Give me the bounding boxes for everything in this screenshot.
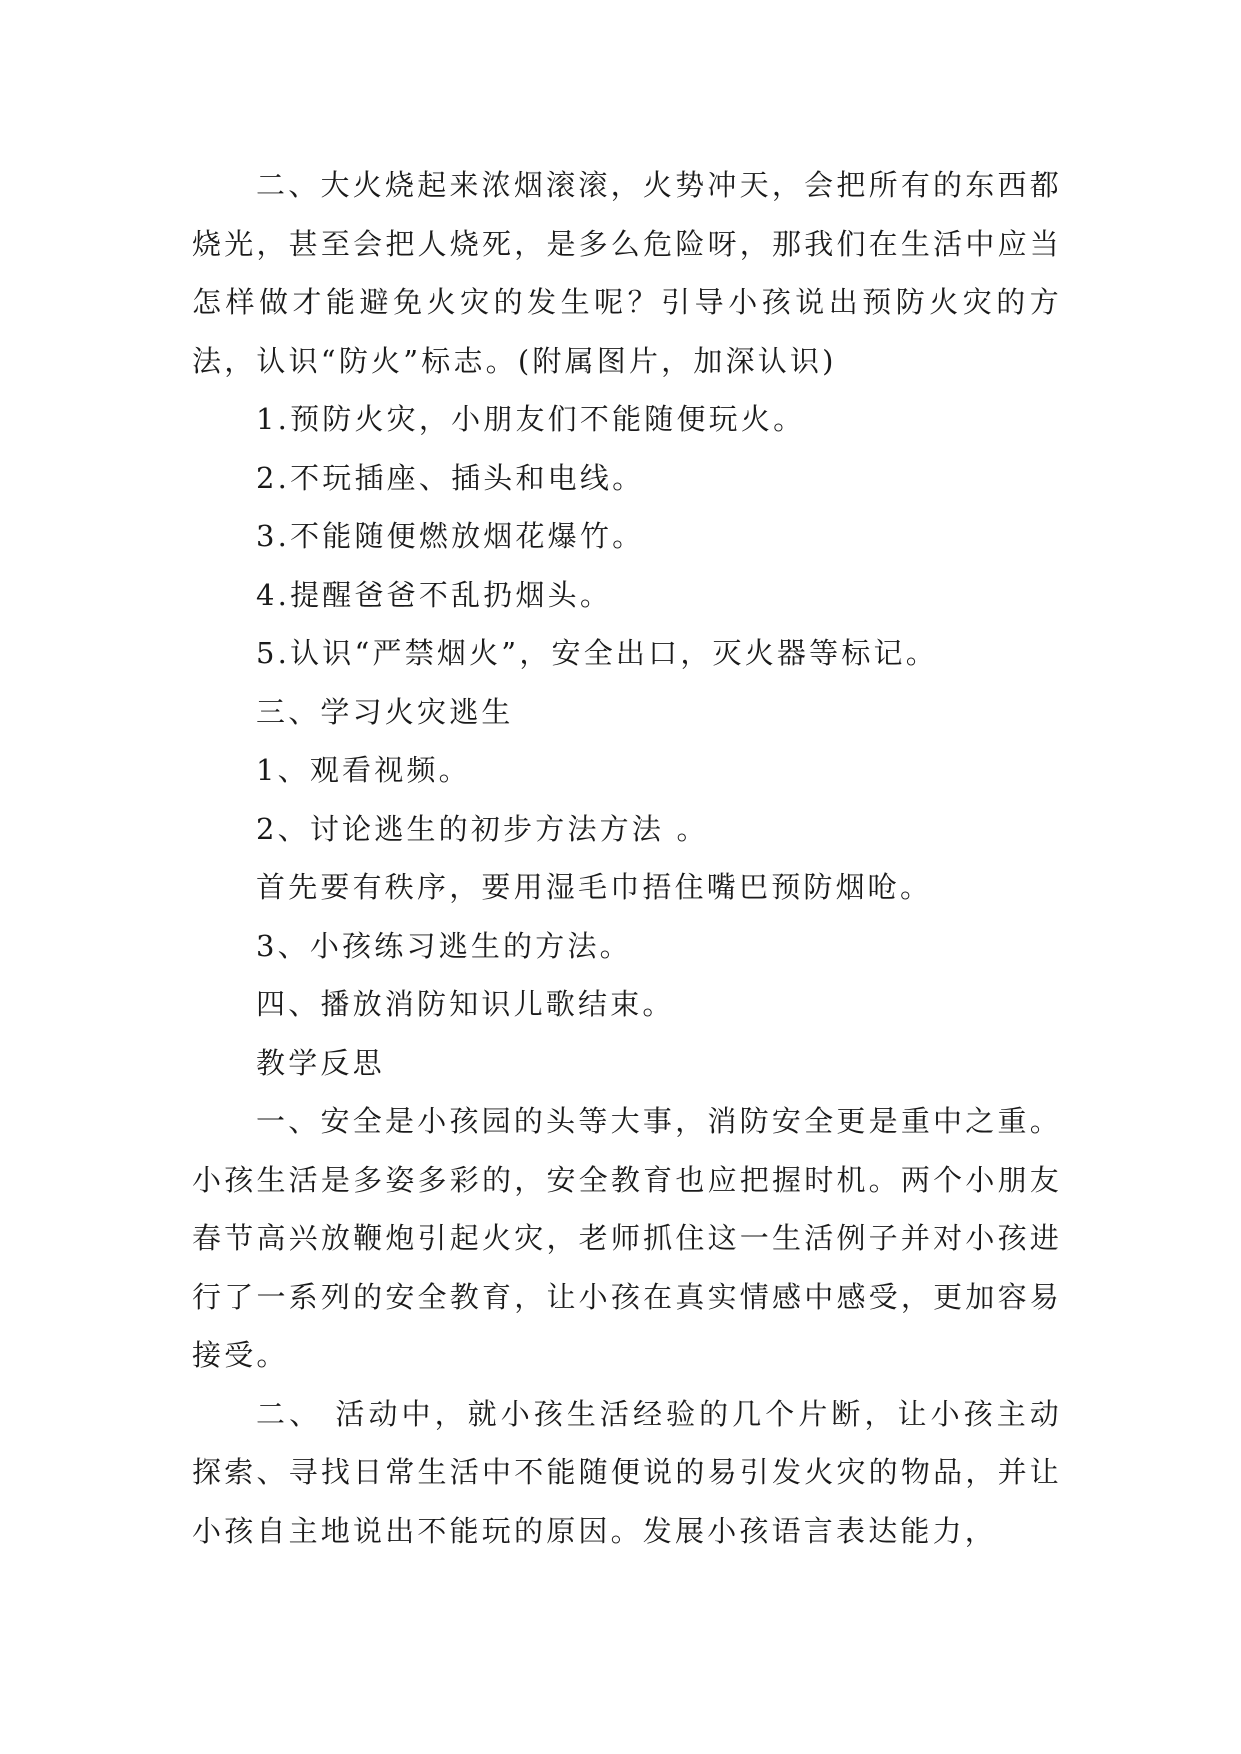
paragraph-orderly-escape: 首先要有秩序，要用湿毛巾捂住嘴巴预防烟呛。 bbox=[256, 870, 933, 904]
paragraph-reflection-two: 二、 活动中，就小孩生活经验的几个片断，让小孩主动探索、寻找日常生活中不能随便说的易引发火灾的物品，并让小孩自主地说出不能玩的原因。发展小孩语言表达能力， bbox=[192, 1396, 1062, 1548]
list-item-discuss-methods: 2、讨论逃生的初步方法方法 。 bbox=[256, 811, 709, 846]
list-item-remind-dad: 4.提醒爸爸不乱扔烟头。 bbox=[256, 577, 613, 612]
section-heading-song: 四、播放消防知识儿歌结束。 bbox=[256, 987, 675, 1021]
paragraph-fire-prevention-intro: 二、大火烧起来浓烟滚滚，火势冲天，会把所有的东西都烧光，甚至会把人烧死，是多么危险呀，那我们在生活中应当怎样做才能避免火灾的发生呢？引导小孩说出预防火灾的方法，认识“防火”标志。(附属图片，加深认识) bbox=[192, 168, 1062, 378]
list-item-watch-video: 1、观看视频。 bbox=[256, 753, 471, 787]
list-item-no-fireworks: 3.不能随便燃放烟花爆竹。 bbox=[256, 519, 645, 553]
list-item-no-sockets: 2.不玩插座、插头和电线。 bbox=[256, 460, 645, 495]
document-body bbox=[192, 156, 1062, 1560]
list-item-practice-escape: 3、小孩练习逃生的方法。 bbox=[256, 928, 632, 963]
list-item-recognize-signs: 5.认识“严禁烟火”，安全出口，灭火器等标记。 bbox=[256, 636, 938, 670]
paragraph-reflection-one: 一、安全是小孩园的头等大事，消防安全更是重中之重。小孩生活是多姿多彩的，安全教育也应把握时机。两个小朋友春节高兴放鞭炮引起火灾，老师抓住这一生活例子并对小孩进行了一系列的安全教育，让小孩在真实情感中感受，更加容易接受。 bbox=[192, 1104, 1062, 1372]
section-heading-escape: 三、学习火灾逃生 bbox=[256, 694, 514, 729]
list-item-no-playing-fire: 1.预防火灾，小朋友们不能随便玩火。 bbox=[256, 402, 806, 436]
section-heading-reflection: 教学反思 bbox=[256, 1045, 385, 1080]
